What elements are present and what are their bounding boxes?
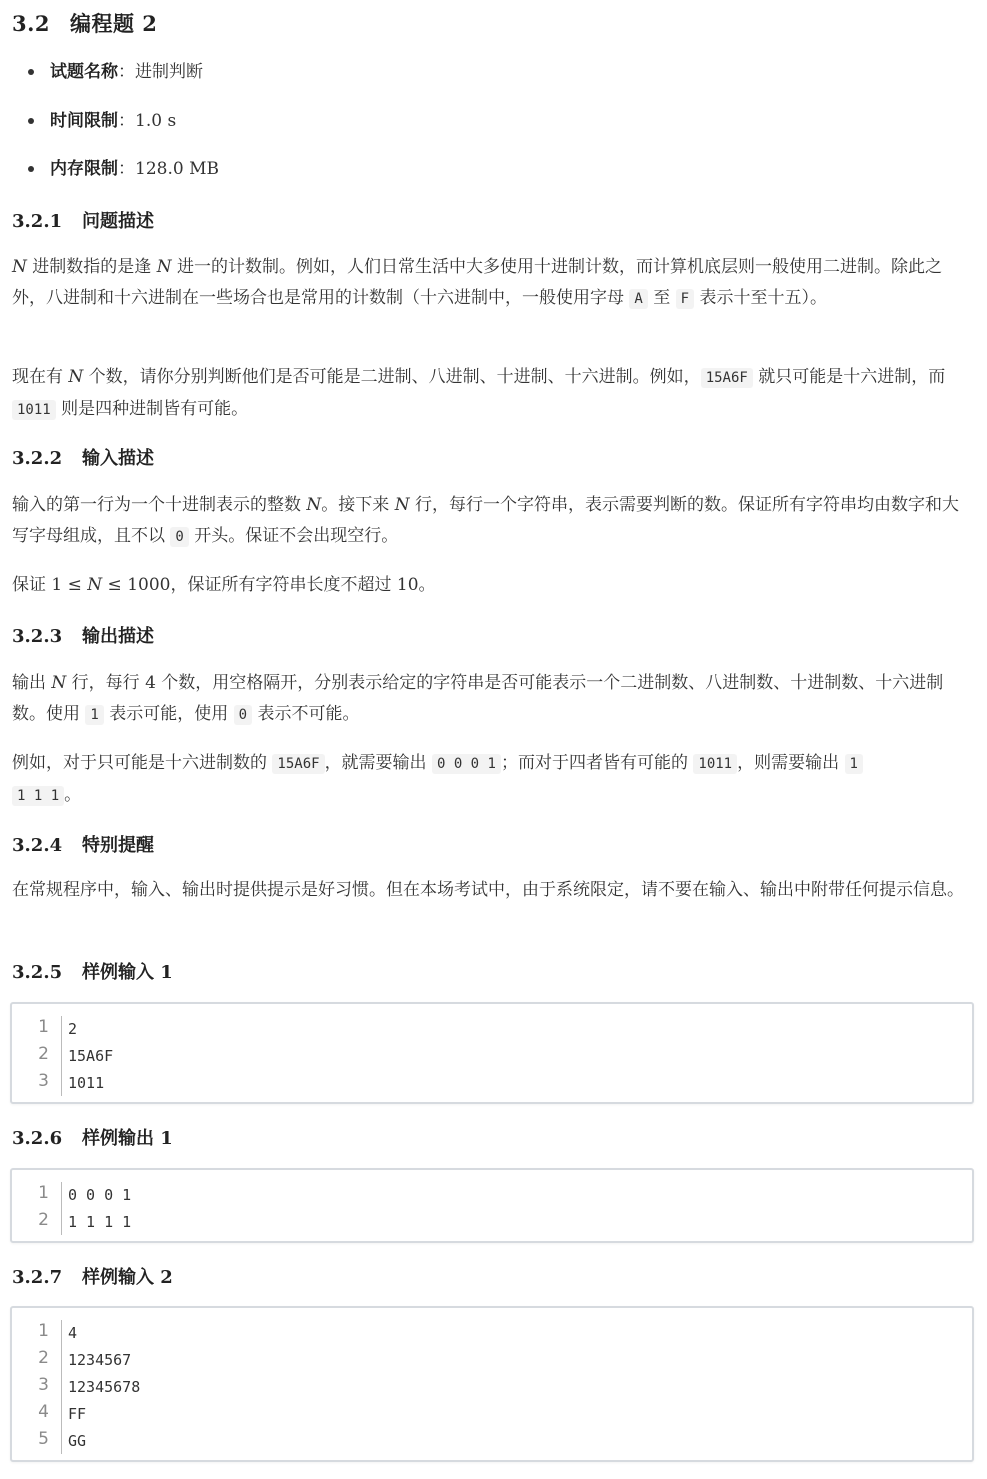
problem-paragraph-1: N 进制数指的是逢 N 进一的计数制。例如，人们日常生活中大多使用十进制计数，而计算机底层则一般使用二进制。除此之外，八进制和十六进制在一些场合也是常用的计数制（十六进制中，一般使用字母 A 至 F 表示十至十五）。 [12,257,942,308]
section-number: 3.2 [12,11,51,36]
subsection-title-output: 3.2.3 输出描述 [12,626,154,647]
meta-value: 进制判断 [135,62,203,82]
code-lines [68,1180,131,1234]
problem-paragraph-2: 现在有 N 个数，请你分别判断他们是否可能是二进制、八进制、十进制、十六进制。例如， 15A6F 就只可能是十六进制，而 1011 则是四种进制皆有可能。 [12,367,946,419]
section-title [12,8,157,38]
code-line: 1234567 [68,1351,132,1369]
code-line: 15A6F [68,1047,114,1065]
meta-label: 试题名称 [50,62,118,82]
sample-input-1-code-block [10,1002,974,1104]
code-line: GG [68,1432,87,1450]
meta-item-memory: 内存限制：128.0 MB [12,151,219,200]
meta-label: 内存限制 [50,159,118,179]
meta-item-time: 时间限制：1.0 s [12,103,219,152]
line-number-gutter: 1 2 3 [38,1017,49,1091]
code-line: 12345678 [68,1378,141,1396]
problem-meta-list [12,54,219,200]
code-line: 1 1 1 1 [68,1213,132,1231]
code-lines [68,1014,113,1095]
meta-value: 1.0 s [135,110,177,131]
meta-label: 时间限制 [50,110,118,131]
line-number-gutter: 1 2 3 4 5 [38,1321,49,1449]
code-lines [68,1318,140,1453]
subsection-title-problem: 3.2.1 问题描述 [12,211,154,232]
code-line: 0 0 0 1 [68,1186,132,1204]
subsection-title-sample-output-1: 3.2.6 样例输出 1 [12,1128,173,1149]
line-number-gutter: 1 2 [38,1183,49,1230]
section-name: 编程题 2 [70,11,158,36]
meta-value: 128.0 MB [135,159,219,179]
input-paragraph-1: 输入的第一行为一个十进制表示的整数 N。接下来 N 行，每行一个字符串，表示需要判断的数。保证所有字符串均由数字和大写字母组成，且不以 0 开头。保证不会出现空行。 [12,495,959,546]
notice-paragraph: 在常规程序中，输入、输出时提供提示是好习惯。但在本场考试中，由于系统限定，请不要在输入、输出中附带任何提示信息。 [12,880,964,900]
output-paragraph-2: 例如，对于只可能是十六进制数的 15A6F ，就需要输出 0 0 0 1 ；而对于四者皆有可能的 1011 ，则需要输出 1 1 1 1 。 [12,748,972,812]
code-line: 4 [68,1324,78,1342]
sample-output-1-code-block [10,1168,974,1243]
subsection-title-notice: 3.2.4 特别提醒 [12,835,154,856]
sample-input-2-code-block [10,1306,974,1462]
code-line: 2 [68,1020,78,1038]
meta-item-name: 试题名称：进制判断 [12,54,219,103]
subsection-title-sample-input-2: 3.2.7 样例输入 2 [12,1267,173,1288]
output-paragraph-1: 输出 N 行，每行 4 个数，用空格隔开，分别表示给定的字符串是否可能表示一个二进制数、八进制数、十进制数、十六进制数。使用 1 表示可能，使用 0 表示不可能。 [12,673,944,724]
subsection-title-input: 3.2.2 输入描述 [12,448,154,469]
code-line: FF [68,1405,87,1423]
code-line: 1011 [68,1074,105,1092]
input-paragraph-2: 保证 1 ≤ N ≤ 1000，保证所有字符串长度不超过 10。 [12,575,436,595]
subsection-title-sample-input-1: 3.2.5 样例输入 1 [12,962,173,983]
